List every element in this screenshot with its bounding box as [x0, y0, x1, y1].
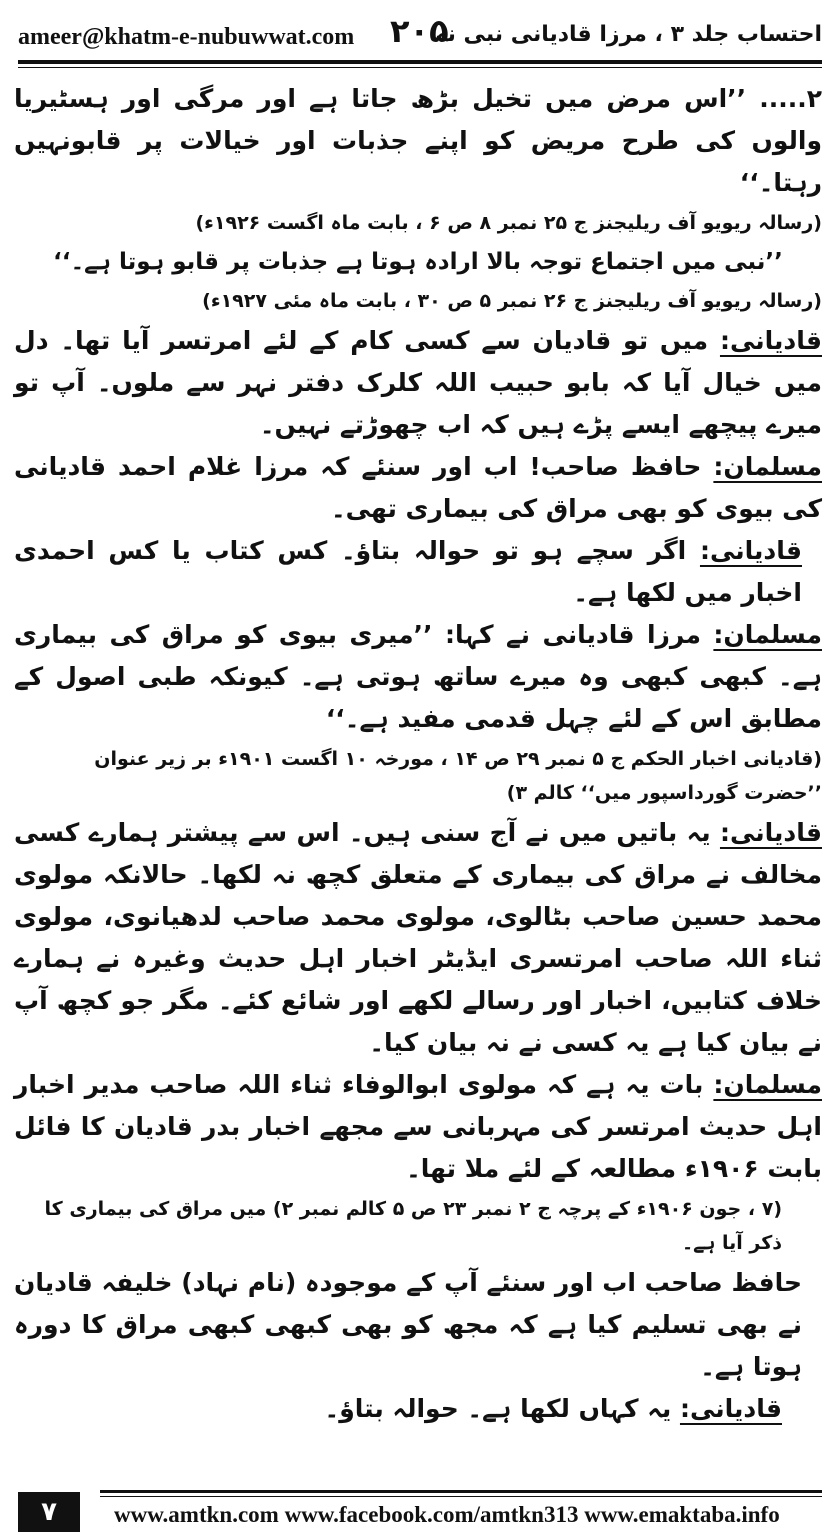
footer-urls: www.amtkn.com www.facebook.com/amtkn313 www.emaktaba.info	[114, 1502, 780, 1527]
speaker-label: قادیانی:	[699, 536, 802, 565]
header-email: ameer@khatm-e-nubuwwat.com	[18, 24, 355, 50]
paragraph-7: حافظ صاحب اب اور سنئے آپ کے موجودہ (نام نہاد) خلیفہ قادیان نے بھی تسلیم کیا ہے کہ مجھ کو بھی کبھی کبھی مراق کا دورہ ہوتا ہے۔	[14, 1268, 802, 1381]
dialogue-text: میں تو قادیان سے کسی کام کے لئے امرتسر آیا تھا۔ دل میں خیال آیا کہ بابو حبیب اللہ کلرک دفتر نہر سے ملوں۔ آپ تو میرے پیچھے ایسے پڑے ہیں کہ اب چھوڑتے نہیں۔	[14, 326, 822, 439]
dialogue-text: یہ باتیں میں نے آج سنی ہیں۔ اس سے پیشتر ہمارے کسی مخالف نے مراق کی بیماری کے متعلق کچھ نہ لکھا۔ حالانکہ مولوی محمد حسین صاحب بٹالوی، مولوی محمد صاحب لدھیانوی، مولوی ثناء اللہ صاحب امرتسری ایڈیٹر اخبار اہل حدیث وغیرہ نے ہمارے خلاف کتابیں، اخبار اور رسالے لکھے اور شائع کئے۔ مگر جو کچھ آپ نے بیان کیا ہے یہ کسی نے نہ بیان کیا۔	[14, 818, 822, 1057]
quote-2: ’’نبی میں اجتماع توجہ بالا ارادہ ہوتا ہے جذبات پر قابو ہوتا ہے۔‘‘	[53, 249, 783, 275]
footer-rule-thin	[100, 1496, 822, 1497]
reference-4: (۷ ، جون ۱۹۰۶ء کے پرچہ ج ۲ نمبر ۲۳ ص ۵ کالم نمبر ۲) میں مراق کی بیماری کا ذکر آیا ہے۔	[44, 1198, 782, 1254]
dialogue-1	[14, 320, 822, 446]
dialogue-4	[14, 614, 822, 740]
footer-rule-thick	[100, 1490, 822, 1493]
page-footer	[18, 1490, 822, 1534]
reference-1: (رسالہ ریویو آف ریلیجنز ج ۲۵ نمبر ۸ ص ۶ ، بابت ماہ اگست ۱۹۲۶ء)	[195, 212, 822, 234]
page-body	[14, 78, 822, 1480]
dialogue-text: بات یہ ہے کہ مولوی ابوالوفاء ثناء اللہ صاحب مدیر اخبار اہل حدیث امرتسر کی مہربانی سے مجھے اخبار بدر قادیان کا فائل بابت ۱۹۰۶ء مطالعہ کے لئے ملا تھا۔	[14, 1070, 822, 1183]
dialogue-text: مرزا قادیانی نے کہا: ’’میری بیوی کو مراق کی بیماری ہے۔ کبھی کبھی وہ میرے ساتھ ہوتی ہے۔ کیونکہ طبی اصول کے مطابق اس کے لئے چہل قدمی مفید ہے۔‘‘	[14, 620, 822, 733]
footer-page-mark: ۷	[18, 1492, 80, 1532]
speaker-label: مسلمان:	[713, 452, 822, 481]
reference-2: (رسالہ ریویو آف ریلیجنز ج ۲۶ نمبر ۵ ص ۳۰ ، بابت ماہ مئی ۱۹۲۷ء)	[202, 290, 822, 312]
dialogue-6	[14, 1064, 822, 1190]
dialogue-text: یہ کہاں لکھا ہے۔ حوالہ بتاؤ۔	[324, 1394, 680, 1423]
header-book-title: احتساب جلد ۳ ، مرزا قادیانی نبی نہ	[434, 22, 822, 47]
header-page-number: ۲۰۵	[390, 12, 449, 50]
dialogue-text: حافظ صاحب! اب اور سنئے کہ مرزا غلام احمد قادیانی کی بیوی کو بھی مراق کی بیماری تھی۔	[14, 452, 822, 523]
header-rule-thin	[18, 67, 822, 68]
dialogue-8	[14, 1388, 822, 1430]
paragraph-quote-1: ۲..... ’’اس مرض میں تخیل بڑھ جاتا ہے اور مرگی اور ہسٹیریا والوں کی طرح مریض کو اپنے جذبات اور خیالات پر قابونہیں رہتا۔‘‘	[14, 84, 822, 197]
speaker-label: مسلمان:	[713, 1070, 822, 1099]
dialogue-5	[14, 812, 822, 1064]
page-header	[18, 12, 822, 56]
speaker-label: قادیانی:	[719, 326, 822, 355]
dialogue-text: اگر سچے ہو تو حوالہ بتاؤ۔ کس کتاب یا کس احمدی اخبار میں لکھا ہے۔	[14, 536, 802, 607]
speaker-label: قادیانی:	[719, 818, 822, 847]
dialogue-2	[14, 446, 822, 530]
header-rule-thick	[18, 60, 822, 64]
dialogue-3	[14, 530, 822, 614]
speaker-label: مسلمان:	[713, 620, 822, 649]
reference-3: (قادیانی اخبار الحکم ج ۵ نمبر ۲۹ ص ۱۴ ، مورخہ ۱۰ اگست ۱۹۰۱ء بر زیر عنوان ’’حضرت گورداسپور میں‘‘ کالم ۳)	[94, 748, 822, 804]
speaker-label: قادیانی:	[679, 1394, 782, 1423]
